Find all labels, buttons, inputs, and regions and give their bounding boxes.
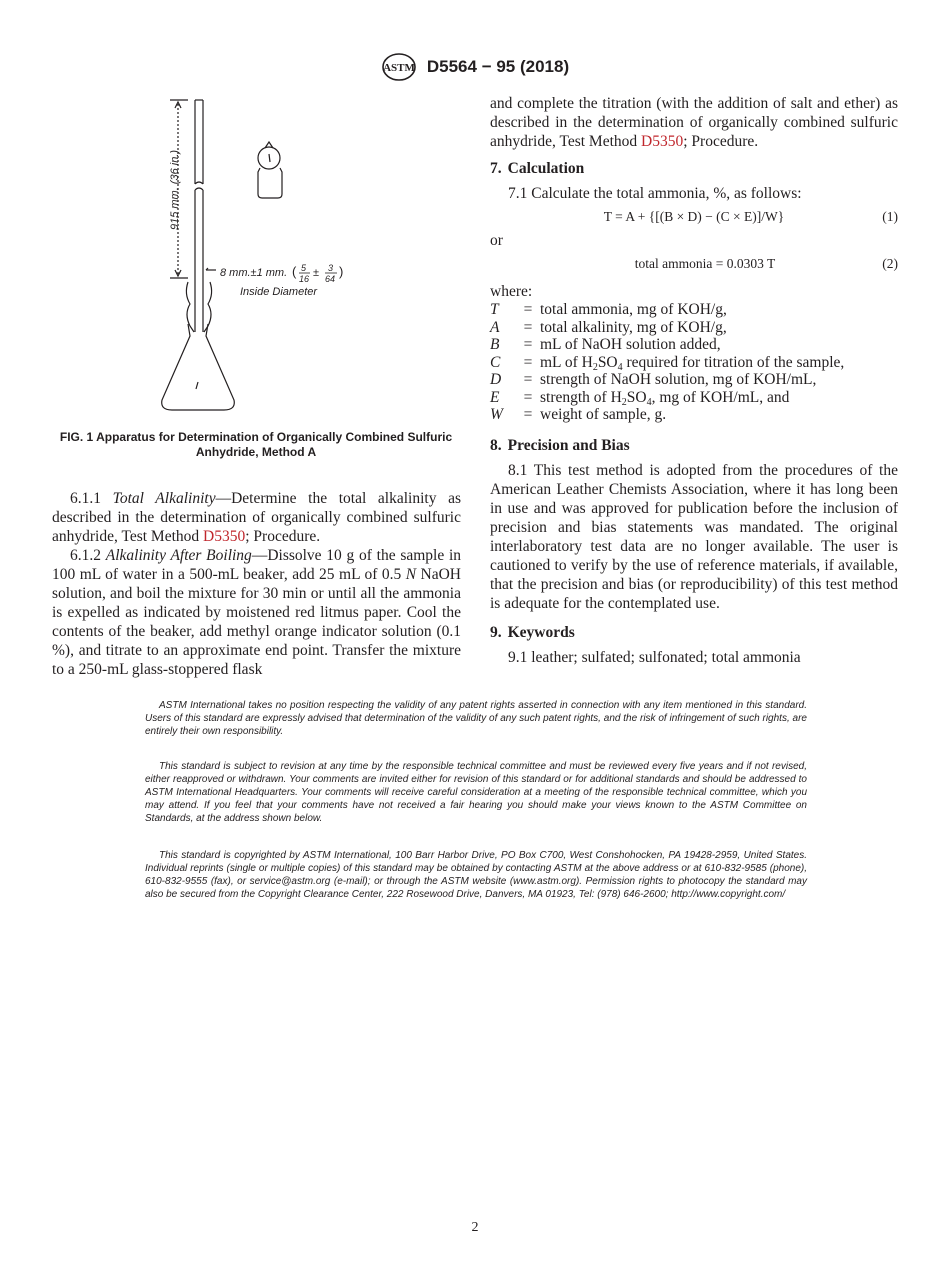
- paragraph-7-1: 7.1 Calculate the total ammonia, %, as follows:: [508, 185, 802, 202]
- definition-row: W = weight of sample, g.: [490, 406, 667, 423]
- section-8-heading: 8. Precision and Bias: [490, 436, 630, 454]
- dim-length-label: 915 mm. (36 in.): [169, 149, 181, 231]
- page-number: 2: [471, 1220, 479, 1235]
- inside-diameter-label: Inside Diameter: [240, 286, 318, 298]
- definition-row: B = mL of NaOH solution added,: [490, 336, 721, 353]
- frac-64: 64: [325, 274, 336, 284]
- frac-5: 5: [301, 263, 307, 273]
- para-number: 6.1.2: [70, 547, 101, 564]
- variable-definitions: [490, 301, 844, 424]
- right-column: [490, 94, 898, 667]
- d5350-link[interactable]: D5350: [203, 528, 246, 545]
- equation-2: [490, 250, 898, 278]
- d5350-link[interactable]: D5350: [641, 133, 684, 150]
- svg-text:ASTM: ASTM: [382, 62, 415, 74]
- para-text: —Determine the total alkalinity as described in the determination of organically combined sulfuric anhydride, Test Method: [52, 490, 461, 545]
- equation-2-expr: total ammonia = 0.0303 T: [634, 256, 776, 271]
- copyright-notice: This standard is copyrighted by ASTM International, 100 Barr Harbor Drive, PO Box C700, West Conshohocken, PA 19428-2959, United States. Individual reprints (single or multiple copies) of this standard may be obtained by contacting ASTM at the above address or at 610-832-9585 (phone), 610-832-9555 (fax), or service@astm.org (e-mail); or through the ASTM website (www.astm.org). Permission rights to photocopy the standard may also be secured from the Copyright Clearance Center, 222 Rosewood Drive, Danvers, MA 01923, Tel: (978) 646-2600; http://www.copyright.com/: [145, 850, 807, 900]
- para-text: NaOH solution, and boil the mixture for 30 min or until all the ammonia is expelled as indicated by moistened red litmus paper. Cool the contents of the beaker, add methyl orange indicator solution (0.1 %), and titrate to an approximate end point. Transfer the mixture to a 250-mL glass-stoppered flask: [52, 566, 462, 678]
- definition-row: T = total ammonia, mg of KOH/g,: [490, 301, 727, 318]
- left-column: [52, 489, 461, 679]
- equation-1: [490, 203, 898, 231]
- paren-close: ): [339, 264, 344, 279]
- para-tail: ; Procedure.: [245, 528, 321, 545]
- definition-row: C = mL of $H_2SO_4$ required for titration of the sample,: [490, 353, 845, 373]
- where-label: where:: [490, 283, 533, 300]
- page-header: [0, 52, 950, 82]
- frac-16: 16: [299, 274, 310, 284]
- definition-row: A = total alkalinity, mg of KOH/g,: [490, 318, 727, 336]
- para-text: and complete the titration (with the addition of salt and ether) as described in the determination of organically combined sulfuric anhydride, Test Method: [490, 95, 898, 150]
- apparatus-figure: [150, 92, 370, 428]
- equation-1-expr: T = A + {[(B × D) − (C × E)]/W}: [603, 209, 785, 224]
- definition-row: E = strength of $H_2SO_4$, mg of KOH/mL, and: [490, 388, 790, 408]
- standard-designation: D5564 − 95 (2018): [426, 57, 570, 76]
- dim-diameter-label: 8 mm.±1 mm.: [220, 267, 288, 279]
- equation-1-number: (1): [882, 209, 898, 224]
- para-text: —Dissolve 10 g of the sample in 100 mL of water in a 500-mL beaker, add 25 mL of 0.5: [52, 547, 462, 583]
- paragraph-9-1: 9.1 leather; sulfated; sulfonated; total ammonia: [508, 648, 801, 666]
- section-9-heading: 9. Keywords: [490, 623, 575, 641]
- continuation-paragraph: [490, 94, 898, 151]
- equation-2-number: (2): [882, 256, 898, 271]
- para-term: Total Alkalinity: [112, 490, 216, 507]
- revision-notice: This standard is subject to revision at any time by the responsible technical committee and must be reviewed every five years and if not revised, either reapproved or withdrawn. Your comments are invited either for revision of this standard or for additional standards and should be addressed to ASTM International Headquarters. Your comments will receive careful consideration at a meeting of the responsible technical committee, which you may attend. If you feel that your comments have not received a fair hearing you should make your views known to the ASTM Committee on Standards, at the address shown below.: [145, 761, 807, 824]
- paragraph-6-1-1: [52, 489, 461, 546]
- para-tail: ; Procedure.: [683, 133, 759, 150]
- frac-3: 3: [328, 263, 334, 273]
- para-term: Alkalinity After Boiling: [105, 547, 252, 564]
- figure-caption: FIG. 1 Apparatus for Determination of Organically Combined Sulfuric Anhydride, Method A: [59, 430, 453, 459]
- section-7-heading: 7. Calculation: [490, 160, 585, 177]
- para-number: 6.1.1: [70, 490, 101, 507]
- definition-row: D = strength of NaOH solution, mg of KOH/mL,: [490, 371, 817, 388]
- paragraph-8-1: 8.1 This test method is adopted from the procedures of the American Leather Chemists Association, where it has long been in use and was approved for publication before the inclusion of precision and bias statements was mandated. The original interlaboratory test data are no longer available. The user is cautioned to verify by the use of reference materials, if available, that the precision and bias (or reproducibility) of this test method is adequate for the contemplated use.: [490, 461, 898, 612]
- paragraph-6-1-2: [52, 546, 461, 679]
- normality-symbol: N: [405, 566, 417, 583]
- paren-open: (: [292, 264, 297, 279]
- plus-minus: ±: [313, 267, 320, 279]
- or-text: or: [490, 232, 503, 249]
- patent-notice: ASTM International takes no position respecting the validity of any patent rights asserted in connection with any item mentioned in this standard. Users of this standard are expressly advised that determination of the validity of any such patent rights, and the risk of infringement of such rights, are entirely their own responsibility.: [145, 700, 807, 737]
- astm-logo: [381, 52, 417, 82]
